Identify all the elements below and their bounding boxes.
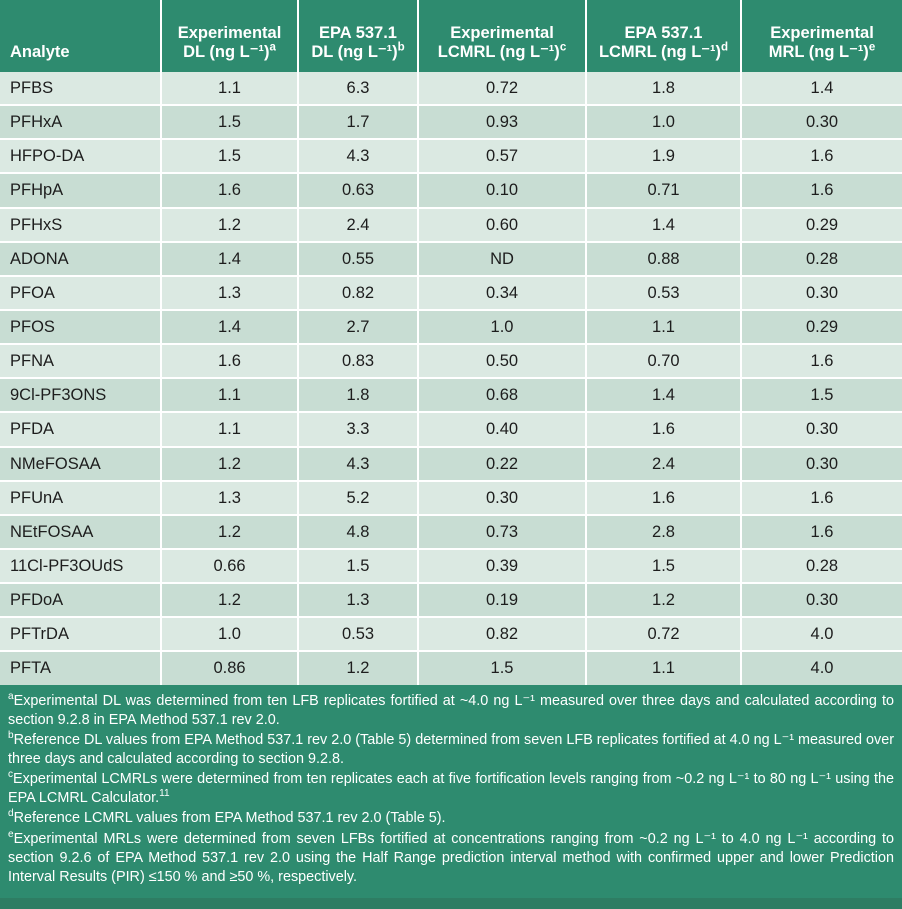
- cell-experimental-mrl: 0.30: [741, 412, 902, 446]
- cell-experimental-mrl: 1.5: [741, 378, 902, 412]
- cell-epa-lcmrl: 1.5: [586, 549, 741, 583]
- cell-analyte: PFTrDA: [0, 617, 161, 651]
- cell-epa-dl: 0.53: [298, 617, 418, 651]
- table-row: [0, 447, 902, 481]
- cell-experimental-mrl: 4.0: [741, 617, 902, 651]
- cell-epa-lcmrl: 1.9: [586, 139, 741, 173]
- cell-analyte: PFHxS: [0, 208, 161, 242]
- cell-experimental-dl: 1.5: [161, 105, 298, 139]
- table-row: [0, 105, 902, 139]
- column-header-experimental-mrl-line1: Experimental: [770, 24, 874, 43]
- footnote-b: [8, 731, 894, 769]
- cell-experimental-dl: 1.0: [161, 617, 298, 651]
- table-header: [0, 0, 902, 72]
- cell-experimental-dl: 1.2: [161, 447, 298, 481]
- table-row: [0, 72, 902, 105]
- column-header-experimental-lcmrl-line2: LCMRL (ng L⁻¹): [437, 43, 560, 62]
- cell-epa-lcmrl: 2.4: [586, 447, 741, 481]
- column-header-experimental-dl: [161, 0, 298, 72]
- footnote-e: [8, 830, 894, 887]
- cell-experimental-mrl: 1.6: [741, 173, 902, 207]
- column-header-experimental-dl-line1: Experimental: [177, 24, 282, 43]
- footnote-b-marker: b: [8, 730, 14, 742]
- cell-experimental-lcmrl: 0.50: [418, 344, 586, 378]
- header-row: [0, 0, 902, 72]
- table-row: [0, 412, 902, 446]
- footnote-c-reference: 11: [159, 788, 170, 800]
- cell-epa-dl: 1.2: [298, 651, 418, 684]
- column-header-experimental-lcmrl-line1: Experimental: [450, 24, 554, 43]
- cell-analyte: 11Cl-PF3OUdS: [0, 549, 161, 583]
- footnote-a: [8, 692, 894, 730]
- cell-experimental-mrl: 1.6: [741, 139, 902, 173]
- cell-experimental-dl: 1.3: [161, 481, 298, 515]
- cell-analyte: NMeFOSAA: [0, 447, 161, 481]
- table-row: [0, 583, 902, 617]
- cell-analyte: PFOA: [0, 276, 161, 310]
- cell-experimental-dl: 1.2: [161, 515, 298, 549]
- column-header-epa-dl-line2: DL (ng L⁻¹): [311, 43, 398, 62]
- cell-epa-dl: 0.63: [298, 173, 418, 207]
- cell-experimental-mrl: 0.28: [741, 549, 902, 583]
- cell-experimental-lcmrl: 0.72: [418, 72, 586, 105]
- cell-analyte: PFUnA: [0, 481, 161, 515]
- column-header-experimental-lcmrl: [418, 0, 586, 72]
- table-row: [0, 515, 902, 549]
- table-row: [0, 344, 902, 378]
- cell-analyte: PFHxA: [0, 105, 161, 139]
- column-header-epa-lcmrl-line1: EPA 537.1: [624, 24, 703, 43]
- cell-experimental-lcmrl: 1.0: [418, 310, 586, 344]
- cell-epa-lcmrl: 1.4: [586, 208, 741, 242]
- cell-analyte: PFOS: [0, 310, 161, 344]
- column-header-analyte-label: Analyte: [10, 43, 70, 62]
- cell-epa-lcmrl: 1.6: [586, 481, 741, 515]
- cell-experimental-mrl: 0.29: [741, 208, 902, 242]
- cell-epa-dl: 1.7: [298, 105, 418, 139]
- cell-epa-lcmrl: 1.0: [586, 105, 741, 139]
- cell-experimental-mrl: 0.30: [741, 276, 902, 310]
- table-row: [0, 481, 902, 515]
- cell-experimental-dl: 1.2: [161, 208, 298, 242]
- column-header-experimental-mrl-sup: e: [868, 41, 876, 54]
- column-header-epa-dl: [298, 0, 418, 72]
- cell-epa-dl: 6.3: [298, 72, 418, 105]
- column-header-experimental-mrl-line2: MRL (ng L⁻¹): [768, 43, 869, 62]
- cell-experimental-dl: 0.66: [161, 549, 298, 583]
- cell-epa-dl: 4.3: [298, 139, 418, 173]
- table-row: [0, 310, 902, 344]
- cell-experimental-lcmrl: 0.40: [418, 412, 586, 446]
- table-row: [0, 651, 902, 684]
- cell-analyte: PFBS: [0, 72, 161, 105]
- cell-analyte: PFDoA: [0, 583, 161, 617]
- cell-epa-dl: 1.8: [298, 378, 418, 412]
- cell-epa-lcmrl: 1.6: [586, 412, 741, 446]
- cell-epa-dl: 2.7: [298, 310, 418, 344]
- cell-epa-dl: 5.2: [298, 481, 418, 515]
- cell-experimental-mrl: 0.29: [741, 310, 902, 344]
- cell-epa-dl: 4.8: [298, 515, 418, 549]
- cell-epa-lcmrl: 1.2: [586, 583, 741, 617]
- cell-epa-dl: 1.3: [298, 583, 418, 617]
- cell-experimental-dl: 1.1: [161, 72, 298, 105]
- cell-epa-lcmrl: 1.4: [586, 378, 741, 412]
- column-header-epa-dl-line1: EPA 537.1: [319, 24, 397, 43]
- cell-experimental-lcmrl: 0.39: [418, 549, 586, 583]
- cell-epa-lcmrl: 0.72: [586, 617, 741, 651]
- cell-epa-dl: 4.3: [298, 447, 418, 481]
- cell-analyte: ADONA: [0, 242, 161, 276]
- table-row: [0, 549, 902, 583]
- column-header-experimental-mrl: [741, 0, 902, 72]
- footnote-e-text: Experimental MRLs were determined from seven LFBs fortified at concentrations ranging from ~0.2 ng L⁻¹ to 4.0 ng L⁻¹ according to section 9.2.6 of EPA Method 537.1 rev 2.0 using the Half Range prediction interval method with confirmed upper and lower Prediction Interval Results (PIR) ≤150 % and ≥50 %, respectively.: [8, 830, 894, 885]
- cell-experimental-lcmrl: 0.93: [418, 105, 586, 139]
- cell-experimental-mrl: 4.0: [741, 651, 902, 684]
- cell-experimental-mrl: 0.30: [741, 105, 902, 139]
- cell-epa-lcmrl: 0.70: [586, 344, 741, 378]
- cell-epa-lcmrl: 1.8: [586, 72, 741, 105]
- footnote-a-text: Experimental DL was determined from ten LFB replicates fortified at ~4.0 ng L⁻¹ measured over three days and calculated according to section 9.2.8 in EPA Method 537.1 rev 2.0.: [8, 692, 894, 728]
- cell-analyte: PFNA: [0, 344, 161, 378]
- footnote-c-text: Experimental LCMRLs were determined from ten replicates each at five fortification levels ranging from ~0.2 ng L⁻¹ to 80 ng L⁻¹ using the EPA LCMRL Calculator.: [8, 771, 894, 807]
- table-row: [0, 242, 902, 276]
- cell-experimental-dl: 1.4: [161, 242, 298, 276]
- cell-experimental-dl: 1.4: [161, 310, 298, 344]
- table-row: [0, 139, 902, 173]
- cell-experimental-mrl: 1.4: [741, 72, 902, 105]
- cell-analyte: PFHpA: [0, 173, 161, 207]
- cell-experimental-lcmrl: 0.68: [418, 378, 586, 412]
- table-body: [0, 72, 902, 685]
- table-row: [0, 276, 902, 310]
- cell-epa-dl: 2.4: [298, 208, 418, 242]
- cell-experimental-dl: 1.2: [161, 583, 298, 617]
- column-header-epa-lcmrl-sup: d: [720, 41, 729, 54]
- cell-epa-dl: 3.3: [298, 412, 418, 446]
- footnote-e-marker: e: [8, 828, 14, 840]
- cell-experimental-lcmrl: 0.73: [418, 515, 586, 549]
- footnotes-section: [0, 685, 902, 899]
- column-header-experimental-dl-sup: a: [269, 41, 276, 54]
- footnote-c: [8, 770, 894, 808]
- column-header-epa-lcmrl: [586, 0, 741, 72]
- cell-epa-dl: 1.5: [298, 549, 418, 583]
- column-header-experimental-lcmrl-sup: c: [559, 41, 567, 54]
- cell-epa-lcmrl: 2.8: [586, 515, 741, 549]
- cell-analyte: 9Cl-PF3ONS: [0, 378, 161, 412]
- cell-experimental-mrl: 1.6: [741, 344, 902, 378]
- column-header-experimental-dl-line2: DL (ng L⁻¹): [183, 43, 270, 62]
- cell-experimental-lcmrl: 0.10: [418, 173, 586, 207]
- footnote-d-marker: d: [8, 808, 14, 820]
- cell-experimental-dl: 1.6: [161, 173, 298, 207]
- cell-analyte: NEtFOSAA: [0, 515, 161, 549]
- cell-experimental-lcmrl: ND: [418, 242, 586, 276]
- cell-experimental-lcmrl: 0.60: [418, 208, 586, 242]
- cell-experimental-lcmrl: 0.22: [418, 447, 586, 481]
- cell-analyte: HFPO-DA: [0, 139, 161, 173]
- footnote-c-marker: c: [8, 769, 14, 781]
- cell-experimental-dl: 1.5: [161, 139, 298, 173]
- cell-epa-lcmrl: 0.71: [586, 173, 741, 207]
- cell-experimental-mrl: 0.28: [741, 242, 902, 276]
- cell-experimental-lcmrl: 1.5: [418, 651, 586, 684]
- cell-experimental-lcmrl: 0.34: [418, 276, 586, 310]
- cell-experimental-lcmrl: 0.30: [418, 481, 586, 515]
- cell-experimental-mrl: 0.30: [741, 583, 902, 617]
- cell-epa-lcmrl: 0.53: [586, 276, 741, 310]
- cell-experimental-dl: 1.1: [161, 412, 298, 446]
- footnote-b-text: Reference DL values from EPA Method 537.1 rev 2.0 (Table 5) determined from seven LFB replicates fortified at 4.0 ng L⁻¹ measured over three days and calculated according to section 9.2.8.: [8, 731, 894, 767]
- cell-experimental-mrl: 0.30: [741, 447, 902, 481]
- column-header-epa-lcmrl-line2: LCMRL (ng L⁻¹): [598, 43, 721, 62]
- cell-experimental-mrl: 1.6: [741, 515, 902, 549]
- table-row: [0, 378, 902, 412]
- footnote-a-marker: a: [8, 690, 14, 702]
- table-row: [0, 617, 902, 651]
- footnote-d-text: Reference LCMRL values from EPA Method 537.1 rev 2.0 (Table 5).: [13, 810, 446, 827]
- cell-experimental-dl: 1.3: [161, 276, 298, 310]
- cell-epa-dl: 0.82: [298, 276, 418, 310]
- table-row: [0, 173, 902, 207]
- cell-experimental-lcmrl: 0.57: [418, 139, 586, 173]
- cell-analyte: PFDA: [0, 412, 161, 446]
- footnote-d: [8, 809, 894, 828]
- cell-experimental-dl: 0.86: [161, 651, 298, 684]
- table-row: [0, 208, 902, 242]
- cell-epa-dl: 0.83: [298, 344, 418, 378]
- cell-epa-lcmrl: 0.88: [586, 242, 741, 276]
- cell-experimental-mrl: 1.6: [741, 481, 902, 515]
- cell-experimental-lcmrl: 0.19: [418, 583, 586, 617]
- cell-experimental-dl: 1.1: [161, 378, 298, 412]
- column-header-epa-dl-sup: b: [397, 41, 405, 54]
- cell-analyte: PFTA: [0, 651, 161, 684]
- cell-epa-dl: 0.55: [298, 242, 418, 276]
- cell-epa-lcmrl: 1.1: [586, 310, 741, 344]
- cell-experimental-dl: 1.6: [161, 344, 298, 378]
- cell-experimental-lcmrl: 0.82: [418, 617, 586, 651]
- cell-epa-lcmrl: 1.1: [586, 651, 741, 684]
- column-header-analyte: [0, 0, 161, 72]
